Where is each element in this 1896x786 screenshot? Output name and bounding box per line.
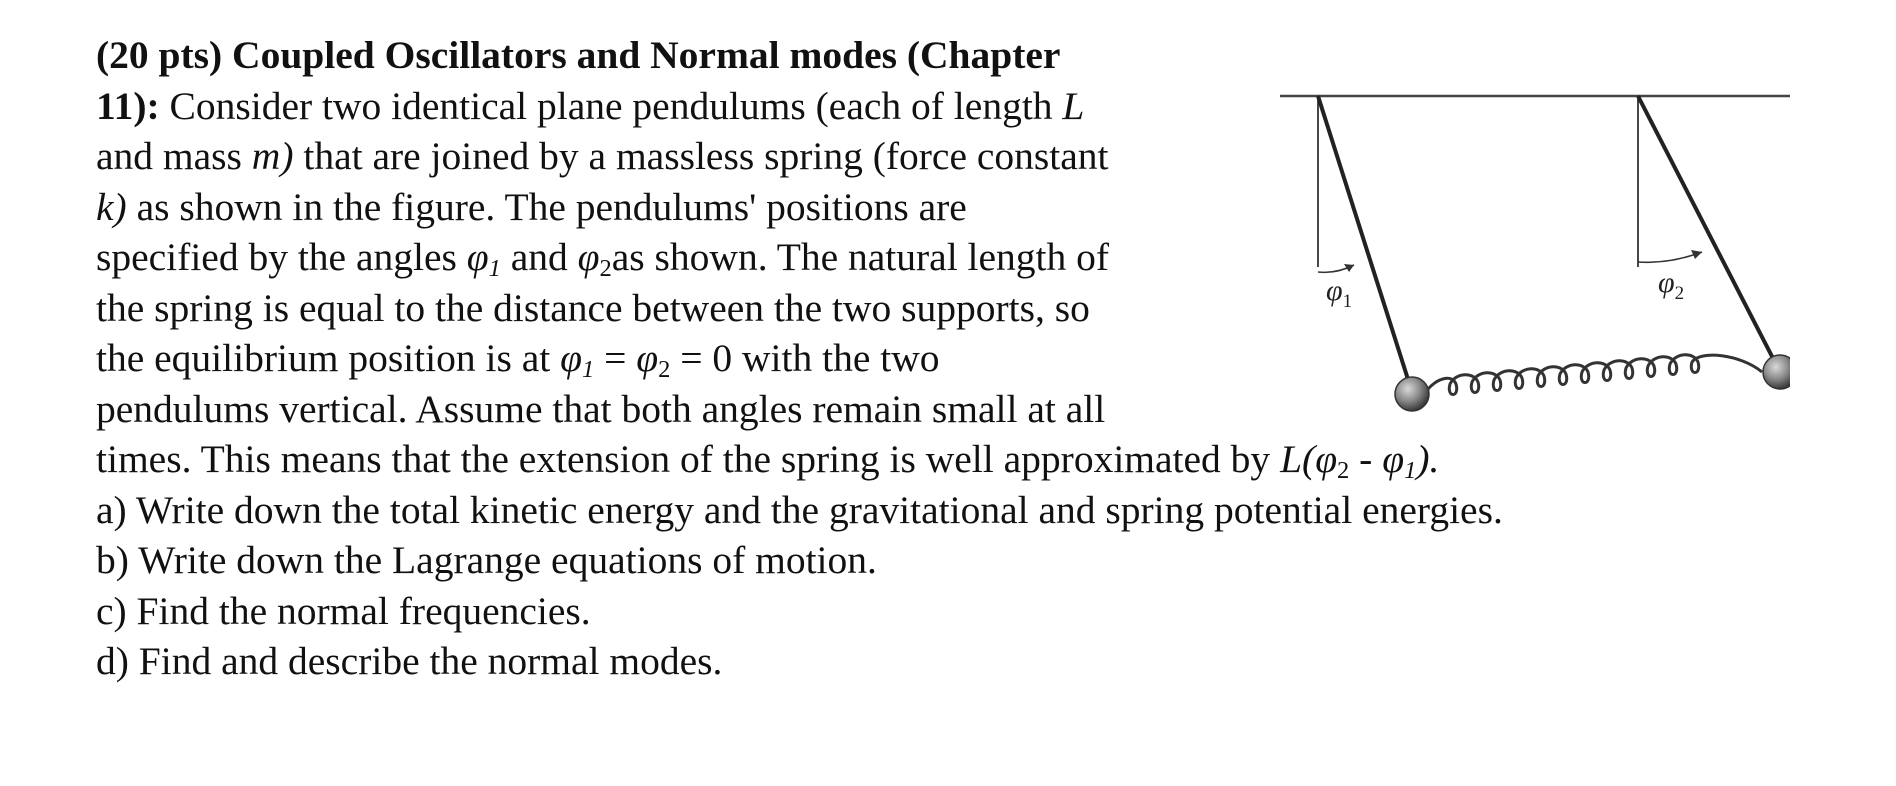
ext-phi2-subscript: 2 xyxy=(1337,457,1350,485)
left-pendulum-rod xyxy=(1318,96,1412,392)
pendulum-diagram xyxy=(1270,82,1790,417)
line3-b: that are joined by a massless spring (force constant xyxy=(293,134,1109,178)
problem-line-9 xyxy=(96,434,1440,485)
line5-a: specified by the angles xyxy=(96,235,467,279)
ext-phi1-subscript: 1 xyxy=(1404,457,1417,485)
part-a: a) Write down the total kinetic energy and the gravitational and spring potential energies. xyxy=(96,487,1503,532)
left-bob xyxy=(1395,377,1429,411)
right-bob xyxy=(1763,355,1790,389)
coupled-pendulums-figure xyxy=(1270,82,1790,417)
line9-a: times. This means that the extension of the spring is well approximated by xyxy=(96,437,1281,481)
problem-parts xyxy=(96,485,1796,687)
eq-equals: = xyxy=(594,336,637,380)
phi1-symbol: φ xyxy=(466,235,489,279)
phi2-symbol: φ xyxy=(577,235,600,279)
line5-b: as shown. The natural length of xyxy=(611,235,1110,279)
right-pendulum-rod xyxy=(1638,96,1780,372)
phi2-label: $\varphi_2$ xyxy=(1658,266,1685,304)
part-d: d) Find and describe the normal modes. xyxy=(96,639,723,683)
line7-b: = 0 with the two xyxy=(670,336,940,380)
problem-line-5 xyxy=(96,232,1216,283)
problem-heading-line1: (20 pts) Coupled Oscillators and Normal modes (Chapter xyxy=(96,33,1061,77)
var-m: m) xyxy=(251,134,294,178)
eq-phi1-symbol: φ xyxy=(560,336,582,380)
part-c: c) Find the normal frequencies. xyxy=(96,588,591,633)
problem-line-2 xyxy=(96,81,1216,132)
phi1-subscript: 1 xyxy=(488,255,501,283)
line2-text: Consider two identical plane pendulums (each of length xyxy=(159,83,1063,128)
right-angle-arc xyxy=(1638,252,1702,262)
ext-L: L( xyxy=(1280,437,1316,481)
var-k: k) xyxy=(96,184,127,229)
ext-phi1-symbol: φ xyxy=(1382,437,1405,481)
ext-phi2-symbol: φ xyxy=(1315,437,1338,481)
problem-line-8: pendulums vertical. Assume that both angles remain small at all xyxy=(96,386,1106,431)
problem-line-6: the spring is equal to the distance between the two supports, so xyxy=(96,285,1090,330)
problem-line-3 xyxy=(96,131,1216,182)
var-L: L xyxy=(1062,83,1085,128)
problem-line-4 xyxy=(96,182,1216,233)
ext-minus: - xyxy=(1349,437,1383,481)
line3-a: and mass xyxy=(96,134,252,178)
line4-b: as shown in the figure. The pendulums' positions are xyxy=(126,184,967,229)
phi1-label: $\varphi_1$ xyxy=(1326,274,1353,312)
phi2-label-subscript: 2 xyxy=(1674,283,1685,304)
problem-line-7 xyxy=(96,333,1216,384)
ext-close: ). xyxy=(1416,437,1440,481)
phi1-label-subscript: 1 xyxy=(1342,291,1353,312)
eq-phi2-symbol: φ xyxy=(636,336,659,380)
coupling-spring xyxy=(1428,355,1762,395)
problem-intro xyxy=(96,30,1440,485)
eq-phi1-subscript: 1 xyxy=(581,356,595,384)
line5-and: and xyxy=(500,235,578,279)
part-b: b) Write down the Lagrange equations of motion. xyxy=(96,538,877,582)
line7-a: the equilibrium position is at xyxy=(96,336,561,380)
problem-heading-line2: 11): xyxy=(96,83,160,128)
eq-phi2-subscript: 2 xyxy=(658,356,671,384)
phi2-subscript: 2 xyxy=(599,255,612,283)
